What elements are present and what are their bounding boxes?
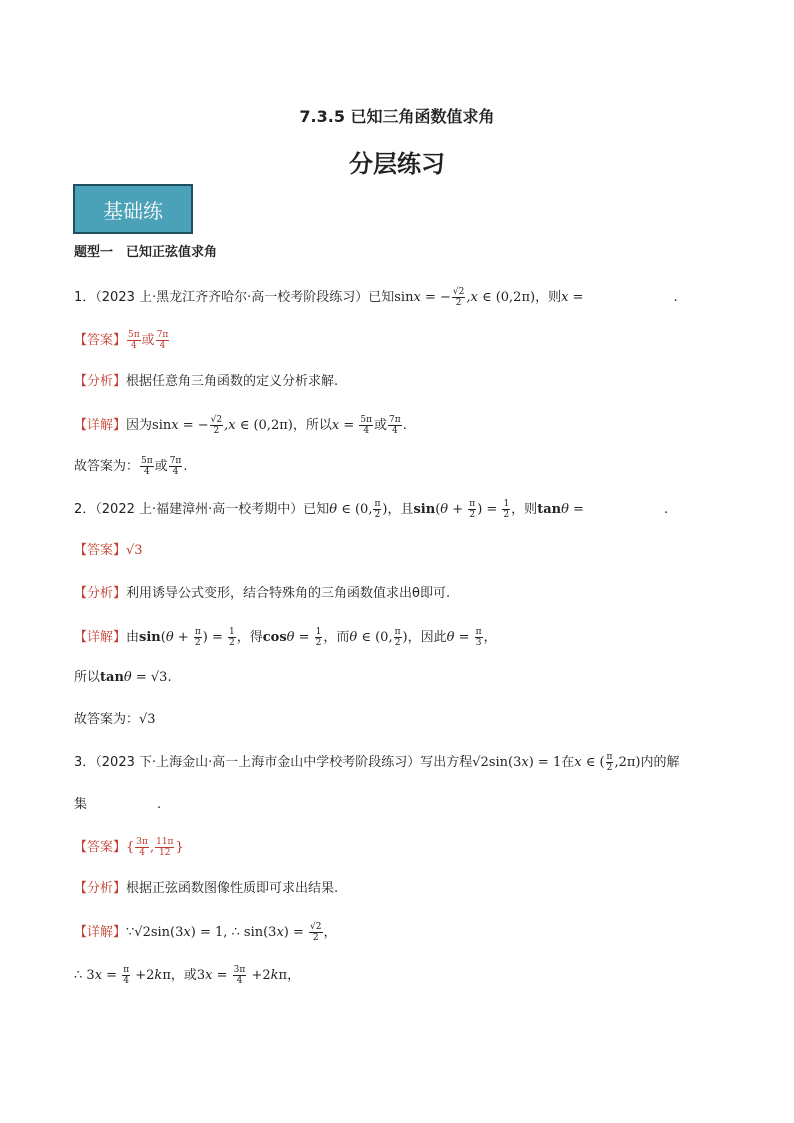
detail-2-cont: 所以tanθ = √3. [74, 670, 172, 685]
page-title: 7.3.5 已知三角函数值求角 [299, 107, 495, 126]
answer-1: 【答案】 $\frac{5\pi}{4}$ 或 $\frac{7\pi}{4}$ [74, 330, 169, 351]
question-3-cont: 集 . [74, 797, 162, 812]
page-subtitle: 分层练习 [349, 149, 445, 178]
conclusion-1: 故答案为： $\frac{5\pi}{4}$ 或 $\frac{7\pi}{4}$ . [74, 456, 188, 477]
answer-2: 【答案】√3 [74, 543, 143, 558]
conclusion-2: 故答案为：√3 [74, 712, 156, 727]
detail-2: 【详解】由sin(θ + $\frac{\pi}{2}$ ) = $\frac{1}{2}$ ，得cosθ = $\frac{1}{2}$ ，而θ ∈ (0, $\frac{\pi}{2}$ )，因此θ = $\frac{\pi}{3}$ ， [74, 627, 497, 648]
answer-3: 【答案】{ $\frac{3\pi}{4}$ , $\frac{11\pi}{12}$ } [74, 837, 184, 858]
section-heading: 题型一 已知正弦值求角 [74, 245, 218, 260]
detail-1: 【详解】因为sinx = − $\frac{√2}{2}$ ,x ∈ (0,2π)，所以x = $\frac{5\pi}{4}$ 或 $\frac{7\pi}{4}$ . [74, 415, 407, 436]
detail-3: 【详解】∵√2sin(3x) = 1, ∴ sin(3x) = $\frac{√2}{2}$ ， [74, 922, 337, 943]
question-1: 1．（2023 上·黑龙江齐齐哈尔·高一校考阶段练习）已知sinx = − $\frac{√2}{2}$ ,x ∈ (0,2π)，则x = . [74, 287, 678, 308]
question-3: 3．（2023 下·上海金山·高一上海市金山中学校考阶段练习）写出方程√2sin(3x) = 1在x ∈ ( $\frac{\pi}{2}$ ,2π)内的解 [74, 752, 680, 773]
level-banner: 基础练 [73, 184, 193, 234]
question-2: 2．（2022 上·福建漳州·高一校考期中）已知θ ∈ (0, $\frac{\pi}{2}$ )，且sin(θ + $\frac{\pi}{2}$ ) = $\frac{1}{2}$ ，则tanθ = . [74, 499, 669, 520]
analysis-1: 【分析】根据任意角三角函数的定义分析求解. [74, 374, 339, 389]
analysis-2: 【分析】利用诱导公式变形，结合特殊角的三角函数值求出θ即可. [74, 586, 451, 601]
detail-3-cont: ∴ 3x = $\frac{\pi}{4}$ +2kπ，或3x = $\frac{3\pi}{4}$ +2kπ， [74, 965, 301, 986]
analysis-3: 【分析】根据正弦函数图像性质即可求出结果. [74, 881, 339, 896]
